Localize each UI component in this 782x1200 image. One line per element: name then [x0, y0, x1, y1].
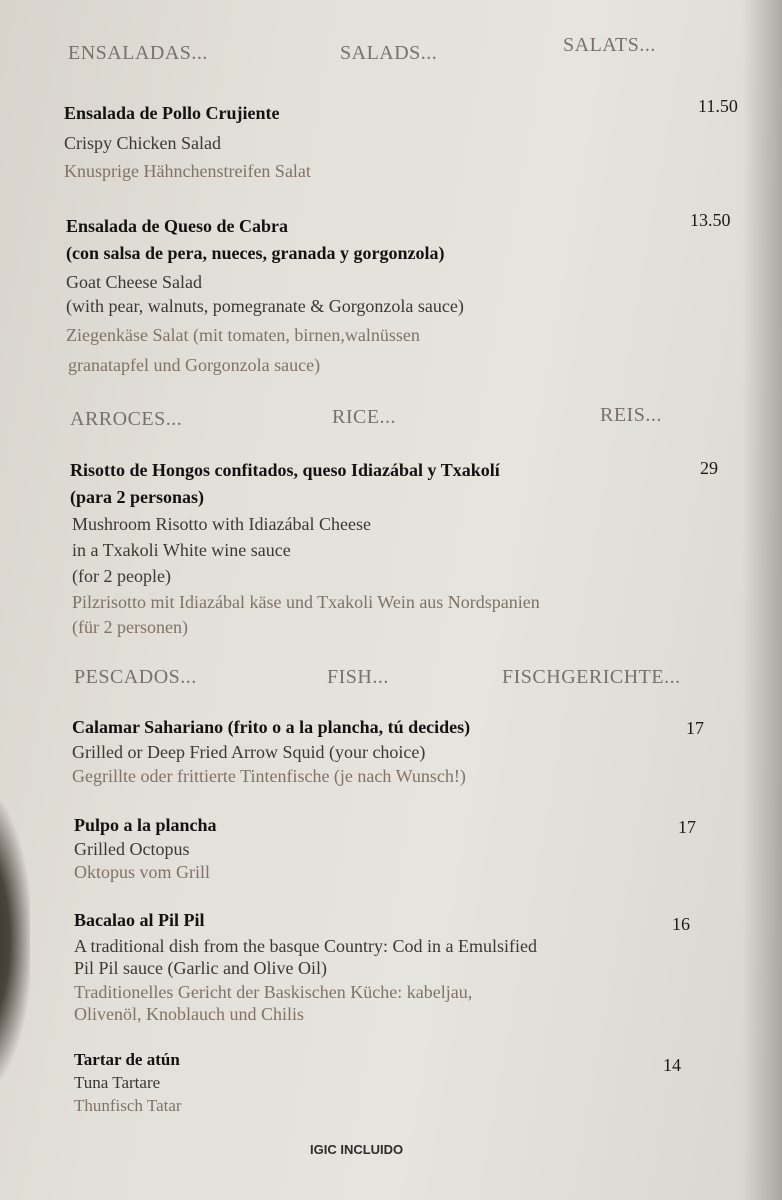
- dish-name-es: Pulpo a la plancha: [74, 815, 217, 835]
- dish-price: 29: [700, 458, 718, 478]
- dish-note-en: (for 2 people): [72, 566, 171, 586]
- dish-name-de: Pilzrisotto mit Idiazábal käse und Txakoli Wein aus Nordspanien: [72, 592, 540, 612]
- dish-name-es: Ensalada de Queso de Cabra: [66, 216, 289, 236]
- dish-name-en: Grilled or Deep Fried Arrow Squid (your choice): [72, 742, 426, 762]
- dish-name-de-line2: Olivenöl, Knoblauch und Chilis: [74, 1004, 304, 1024]
- dish-name-de: Ziegenkäse Salat (mit tomaten, birnen,walnüssen: [66, 325, 420, 345]
- dish-note-de: (für 2 personen): [72, 617, 188, 637]
- dish-name-es: Calamar Sahariano (frito o a la plancha, tú decides): [72, 717, 471, 737]
- dish-note-de: granatapfel und Gorgonzola sauce): [68, 355, 321, 375]
- dish-name-en: A traditional dish from the basque Country: Cod in a Emulsified: [74, 936, 537, 956]
- dish-price: 17: [686, 718, 704, 738]
- dish-name-de: Traditionelles Gericht der Baskischen Küche: kabeljau,: [74, 982, 473, 1002]
- dish-price: 13.50: [690, 210, 731, 230]
- dish-name-en: Crispy Chicken Salad: [64, 133, 221, 153]
- section-heading-de: FISCHGERICHTE...: [502, 666, 681, 688]
- dish-note-en: (with pear, walnuts, pomegranate & Gorgonzola sauce): [66, 296, 464, 316]
- dish-price: 17: [678, 817, 696, 837]
- dish-name-es: Risotto de Hongos confitados, queso Idiazábal y Txakolí: [70, 460, 500, 480]
- section-heading-es: ENSALADAS...: [68, 42, 208, 64]
- dish-name-es: Tartar de atún: [74, 1050, 180, 1069]
- dish-name-de: Gegrillte oder frittierte Tintenfische (je nach Wunsch!): [72, 766, 466, 786]
- dish-name-en: Mushroom Risotto with Idiazábal Cheese: [72, 514, 371, 534]
- section-heading-es: PESCADOS...: [74, 666, 197, 688]
- dish-name-en-line2: in a Txakoli White wine sauce: [72, 540, 291, 560]
- section-heading-en: FISH...: [327, 666, 389, 688]
- dish-name-en: Grilled Octopus: [74, 839, 190, 859]
- dish-name-de: Oktopus vom Grill: [74, 862, 211, 882]
- tax-note: IGIC INCLUIDO: [310, 1142, 404, 1157]
- dish-name-es: Ensalada de Pollo Crujiente: [64, 103, 280, 123]
- dish-name-de: Knusprige Hähnchenstreifen Salat: [64, 161, 311, 181]
- page-edge-shadow: [742, 0, 782, 1200]
- section-heading-en: RICE...: [332, 406, 397, 428]
- dish-note-es: (para 2 personas): [70, 487, 204, 507]
- dish-price: 16: [672, 914, 690, 934]
- dish-name-en-line2: Pil Pil sauce (Garlic and Olive Oil): [74, 958, 327, 978]
- dish-price: 14: [663, 1055, 681, 1075]
- dish-note-es: (con salsa de pera, nueces, granada y gorgonzola): [66, 243, 445, 263]
- section-heading-de: SALATS...: [563, 34, 656, 56]
- section-heading-es: ARROCES...: [70, 408, 183, 430]
- section-heading-en: SALADS...: [340, 42, 438, 64]
- dish-name-en: Goat Cheese Salad: [66, 272, 202, 292]
- page-shadow: [0, 790, 30, 1090]
- dish-name-en: Tuna Tartare: [74, 1073, 161, 1092]
- dish-name-es: Bacalao al Pil Pil: [74, 910, 205, 930]
- dish-price: 11.50: [698, 96, 738, 116]
- dish-name-de: Thunfisch Tatar: [74, 1096, 182, 1115]
- section-heading-de: REIS...: [600, 404, 662, 426]
